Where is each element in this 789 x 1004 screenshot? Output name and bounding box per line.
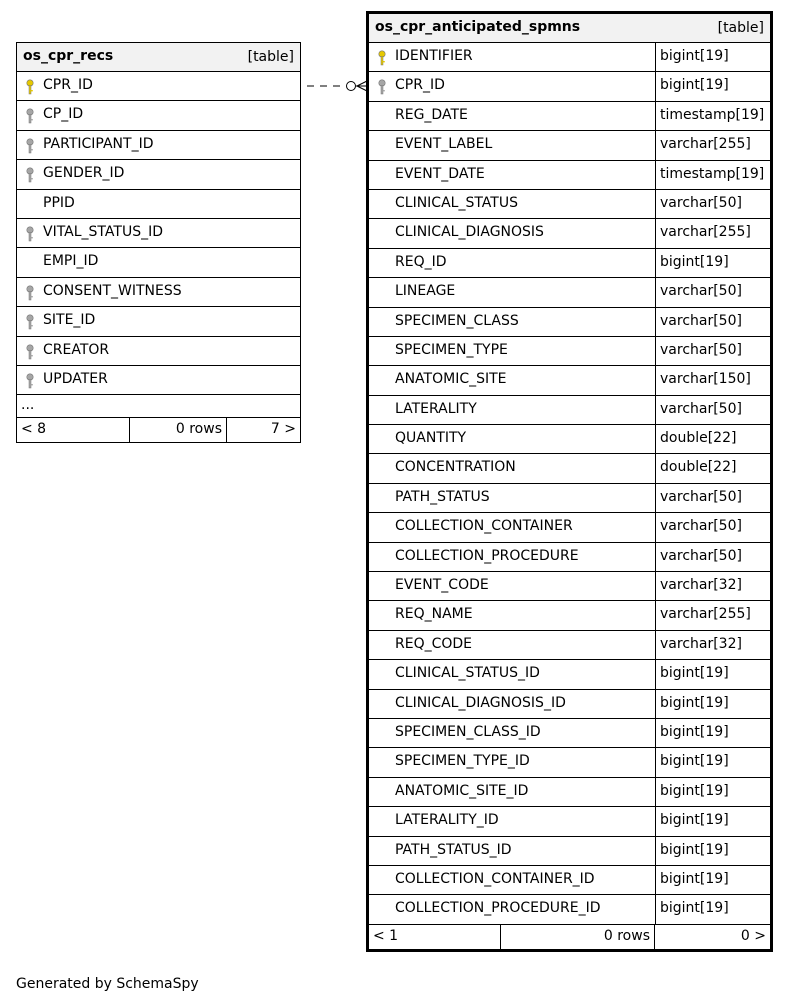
column-name-cell bbox=[369, 43, 655, 71]
table-footer bbox=[369, 925, 770, 949]
column-name: LINEAGE bbox=[395, 283, 456, 300]
column-row[interactable] bbox=[369, 690, 770, 719]
column-name: CPR_ID bbox=[43, 77, 93, 93]
column-type-cell bbox=[655, 690, 770, 718]
column-name: REG_DATE bbox=[395, 106, 468, 123]
column-row[interactable] bbox=[369, 425, 770, 454]
column-name: CP_ID bbox=[43, 106, 84, 123]
table-footer bbox=[17, 418, 300, 442]
generated-by-note: Generated by SchemaSpy bbox=[16, 976, 199, 992]
column-type: varchar[50] bbox=[660, 488, 742, 505]
column-row[interactable] bbox=[369, 219, 770, 248]
column-type-cell bbox=[655, 631, 770, 659]
table-name[interactable]: os_cpr_recs bbox=[23, 48, 114, 64]
column-row[interactable] bbox=[17, 248, 300, 277]
column-row[interactable] bbox=[369, 484, 770, 513]
column-name: COLLECTION_PROCEDURE_ID bbox=[395, 900, 601, 917]
column-name: COLLECTION_CONTAINER bbox=[395, 518, 573, 535]
children-count-label: 7 > bbox=[270, 421, 296, 438]
column-name-cell bbox=[369, 161, 655, 189]
column-row[interactable] bbox=[369, 513, 770, 542]
column-row[interactable] bbox=[369, 748, 770, 777]
foreign-key-icon bbox=[25, 108, 35, 124]
column-type-cell bbox=[655, 425, 770, 453]
column-name-cell bbox=[369, 190, 655, 218]
column-name-cell bbox=[17, 278, 300, 306]
column-type: varchar[255] bbox=[660, 136, 751, 153]
table-kind: [table] bbox=[247, 49, 294, 65]
column-name: CLINICAL_DIAGNOSIS_ID bbox=[395, 694, 566, 711]
column-name: CPR_ID bbox=[395, 77, 445, 94]
column-name-cell bbox=[369, 631, 655, 659]
column-row[interactable] bbox=[17, 190, 300, 219]
column-type: bigint[19] bbox=[660, 870, 729, 887]
column-name: SPECIMEN_TYPE_ID bbox=[395, 753, 530, 770]
column-type-cell bbox=[655, 190, 770, 218]
column-name: CLINICAL_STATUS_ID bbox=[395, 665, 540, 682]
column-type: varchar[50] bbox=[660, 518, 742, 535]
column-name-cell bbox=[369, 807, 655, 835]
column-name-cell bbox=[17, 190, 300, 218]
column-name: EMPI_ID bbox=[43, 253, 99, 270]
column-name: LATERALITY bbox=[395, 400, 477, 417]
column-row[interactable] bbox=[369, 337, 770, 366]
column-name-cell bbox=[369, 337, 655, 365]
foreign-key-icon bbox=[25, 344, 35, 360]
column-type: bigint[19] bbox=[660, 723, 729, 740]
column-row[interactable] bbox=[369, 43, 770, 72]
foreign-key-icon bbox=[25, 285, 35, 301]
foreign-key-icon bbox=[25, 373, 35, 389]
column-row[interactable] bbox=[369, 895, 770, 924]
foreign-key-icon bbox=[25, 167, 35, 183]
column-name-cell bbox=[17, 337, 300, 365]
column-row[interactable] bbox=[369, 308, 770, 337]
column-name-cell bbox=[369, 690, 655, 718]
row-count-label: 0 rows bbox=[603, 927, 650, 944]
column-type-cell bbox=[655, 601, 770, 629]
column-name-cell bbox=[369, 513, 655, 541]
column-name-cell bbox=[369, 601, 655, 629]
column-row[interactable] bbox=[17, 366, 300, 395]
column-name: CLINICAL_DIAGNOSIS bbox=[395, 224, 544, 241]
column-row[interactable] bbox=[369, 161, 770, 190]
column-type-cell bbox=[655, 102, 770, 130]
column-row[interactable] bbox=[17, 307, 300, 336]
column-name: VITAL_STATUS_ID bbox=[43, 223, 163, 240]
column-name: GENDER_ID bbox=[43, 165, 125, 182]
column-name: SITE_ID bbox=[43, 312, 96, 329]
column-type: varchar[32] bbox=[660, 635, 742, 652]
column-name: ANATOMIC_SITE_ID bbox=[395, 782, 529, 799]
column-row[interactable] bbox=[369, 249, 770, 278]
column-name: EVENT_CODE bbox=[395, 577, 489, 594]
column-name-cell bbox=[17, 101, 300, 129]
column-type: varchar[150] bbox=[660, 371, 751, 388]
column-type-cell bbox=[655, 278, 770, 306]
column-name: COLLECTION_CONTAINER_ID bbox=[395, 870, 595, 887]
column-name: PPID bbox=[43, 194, 75, 211]
column-type-cell bbox=[655, 454, 770, 482]
column-name-cell bbox=[369, 278, 655, 306]
column-type-cell bbox=[655, 161, 770, 189]
row-count bbox=[501, 925, 655, 949]
children-count[interactable] bbox=[227, 418, 300, 442]
column-name: REQ_ID bbox=[395, 253, 447, 270]
column-type: double[22] bbox=[660, 459, 737, 476]
column-type: bigint[19] bbox=[660, 694, 729, 711]
column-type-cell bbox=[655, 837, 770, 865]
parents-count[interactable] bbox=[17, 418, 130, 442]
column-type-cell bbox=[655, 366, 770, 394]
foreign-key-icon bbox=[25, 226, 35, 242]
children-count-label: 0 > bbox=[740, 927, 766, 944]
table-name[interactable]: os_cpr_anticipated_spmns bbox=[375, 19, 581, 35]
parents-count[interactable] bbox=[369, 925, 501, 949]
column-name-cell bbox=[369, 660, 655, 688]
foreign-key-icon bbox=[25, 138, 35, 154]
column-type-cell bbox=[655, 131, 770, 159]
column-type-cell bbox=[655, 660, 770, 688]
column-type-cell bbox=[655, 748, 770, 776]
foreign-key-icon bbox=[25, 314, 35, 330]
column-type: bigint[19] bbox=[660, 77, 729, 94]
column-name-cell bbox=[369, 131, 655, 159]
column-name-cell bbox=[17, 131, 300, 159]
column-row[interactable] bbox=[369, 454, 770, 483]
column-name-cell bbox=[369, 219, 655, 247]
column-type-cell bbox=[655, 513, 770, 541]
column-type-cell bbox=[655, 572, 770, 600]
column-type: bigint[19] bbox=[660, 782, 729, 799]
column-row[interactable] bbox=[17, 219, 300, 248]
table-header bbox=[369, 14, 770, 43]
column-type-cell bbox=[655, 807, 770, 835]
column-name: CONCENTRATION bbox=[395, 459, 516, 476]
column-name-cell bbox=[369, 366, 655, 394]
column-row[interactable] bbox=[369, 778, 770, 807]
column-name-cell bbox=[17, 307, 300, 335]
column-row[interactable] bbox=[369, 131, 770, 160]
column-type-cell bbox=[655, 866, 770, 894]
column-name: CLINICAL_STATUS bbox=[395, 194, 518, 211]
column-type: bigint[19] bbox=[660, 253, 729, 270]
column-name-cell bbox=[369, 102, 655, 130]
column-type-cell bbox=[655, 43, 770, 71]
column-type-cell bbox=[655, 308, 770, 336]
column-name: CREATOR bbox=[43, 341, 110, 358]
column-name-cell bbox=[369, 308, 655, 336]
column-type: varchar[50] bbox=[660, 194, 742, 211]
column-row[interactable] bbox=[17, 101, 300, 130]
column-type: bigint[19] bbox=[660, 900, 729, 917]
column-type: varchar[50] bbox=[660, 312, 742, 329]
column-name-cell bbox=[369, 748, 655, 776]
column-type: varchar[50] bbox=[660, 283, 742, 300]
column-name: PATH_STATUS_ID bbox=[395, 841, 512, 858]
column-type: varchar[50] bbox=[660, 400, 742, 417]
column-row[interactable] bbox=[369, 866, 770, 895]
column-name-cell bbox=[369, 572, 655, 600]
column-type-cell bbox=[655, 72, 770, 100]
children-count[interactable] bbox=[655, 925, 770, 949]
column-row[interactable] bbox=[369, 572, 770, 601]
column-name-cell bbox=[369, 895, 655, 923]
column-name-cell bbox=[17, 219, 300, 247]
column-row[interactable] bbox=[17, 160, 300, 189]
column-name: SPECIMEN_TYPE bbox=[395, 341, 508, 358]
row-count-label: 0 rows bbox=[175, 421, 222, 438]
column-name: QUANTITY bbox=[395, 430, 467, 447]
column-type: varchar[50] bbox=[660, 547, 742, 564]
column-name: ANATOMIC_SITE bbox=[395, 371, 507, 388]
column-name-cell bbox=[369, 837, 655, 865]
column-name-cell bbox=[369, 249, 655, 277]
column-type: bigint[19] bbox=[660, 48, 729, 64]
column-name-cell bbox=[17, 72, 300, 100]
column-name: COLLECTION_PROCEDURE bbox=[395, 547, 579, 564]
column-name: CONSENT_WITNESS bbox=[43, 282, 182, 299]
more-indicator: ... bbox=[21, 397, 35, 414]
column-type-cell bbox=[655, 543, 770, 571]
column-type-cell bbox=[655, 778, 770, 806]
column-type: timestamp[19] bbox=[660, 165, 765, 182]
table-os-cpr-anticipated-spmns[interactable] bbox=[366, 11, 773, 952]
column-name: EVENT_DATE bbox=[395, 165, 485, 182]
column-type: varchar[255] bbox=[660, 224, 751, 241]
column-row[interactable] bbox=[369, 719, 770, 748]
primary-key-icon bbox=[25, 79, 35, 95]
column-type-cell bbox=[655, 484, 770, 512]
column-type: varchar[255] bbox=[660, 606, 751, 623]
column-name-cell bbox=[369, 866, 655, 894]
column-row[interactable] bbox=[369, 543, 770, 572]
column-row[interactable] bbox=[369, 631, 770, 660]
column-row[interactable] bbox=[17, 337, 300, 366]
column-row[interactable] bbox=[369, 837, 770, 866]
column-name-cell bbox=[369, 484, 655, 512]
column-type-cell bbox=[655, 719, 770, 747]
column-name-cell bbox=[369, 396, 655, 424]
column-type-cell bbox=[655, 895, 770, 923]
column-type: bigint[19] bbox=[660, 665, 729, 682]
column-name-cell bbox=[17, 366, 300, 394]
column-row[interactable] bbox=[369, 660, 770, 689]
parents-count-label: < 8 bbox=[21, 421, 47, 438]
column-name: IDENTIFIER bbox=[395, 48, 473, 64]
column-name-cell bbox=[369, 778, 655, 806]
column-type: double[22] bbox=[660, 430, 737, 447]
more-columns bbox=[17, 395, 300, 418]
column-name-cell bbox=[17, 248, 300, 276]
column-name: PATH_STATUS bbox=[395, 488, 490, 505]
column-name-cell bbox=[369, 454, 655, 482]
column-type-cell bbox=[655, 249, 770, 277]
column-type: bigint[19] bbox=[660, 841, 729, 858]
column-row[interactable] bbox=[369, 807, 770, 836]
column-name: UPDATER bbox=[43, 370, 108, 387]
column-name: REQ_CODE bbox=[395, 635, 473, 652]
column-row[interactable] bbox=[369, 190, 770, 219]
column-row[interactable] bbox=[369, 72, 770, 101]
column-name-cell bbox=[369, 543, 655, 571]
table-header bbox=[17, 43, 300, 72]
column-row[interactable] bbox=[17, 278, 300, 307]
column-name: EVENT_LABEL bbox=[395, 136, 493, 153]
column-name: LATERALITY_ID bbox=[395, 812, 499, 829]
column-name: REQ_NAME bbox=[395, 606, 473, 623]
row-count bbox=[130, 418, 227, 442]
column-name: PARTICIPANT_ID bbox=[43, 135, 154, 152]
primary-key-icon bbox=[377, 50, 387, 66]
column-row[interactable] bbox=[17, 131, 300, 160]
column-name: SPECIMEN_CLASS_ID bbox=[395, 723, 541, 740]
column-type: varchar[50] bbox=[660, 341, 742, 358]
column-row[interactable] bbox=[369, 366, 770, 395]
column-type: timestamp[19] bbox=[660, 106, 765, 123]
column-row[interactable] bbox=[17, 72, 300, 101]
column-name-cell bbox=[369, 719, 655, 747]
column-type-cell bbox=[655, 337, 770, 365]
column-name-cell bbox=[369, 72, 655, 100]
column-type: bigint[19] bbox=[660, 812, 729, 829]
column-row[interactable] bbox=[369, 102, 770, 131]
column-name: SPECIMEN_CLASS bbox=[395, 312, 519, 329]
column-row[interactable] bbox=[369, 601, 770, 630]
column-type-cell bbox=[655, 396, 770, 424]
column-type: varchar[32] bbox=[660, 577, 742, 594]
foreign-key-icon bbox=[377, 79, 387, 95]
column-name-cell bbox=[17, 160, 300, 188]
column-row[interactable] bbox=[369, 278, 770, 307]
column-row[interactable] bbox=[369, 396, 770, 425]
table-os-cpr-recs[interactable] bbox=[16, 42, 301, 443]
parents-count-label: < 1 bbox=[373, 927, 399, 944]
column-name-cell bbox=[369, 425, 655, 453]
column-type: bigint[19] bbox=[660, 753, 729, 770]
column-type-cell bbox=[655, 219, 770, 247]
table-kind: [table] bbox=[717, 20, 764, 36]
